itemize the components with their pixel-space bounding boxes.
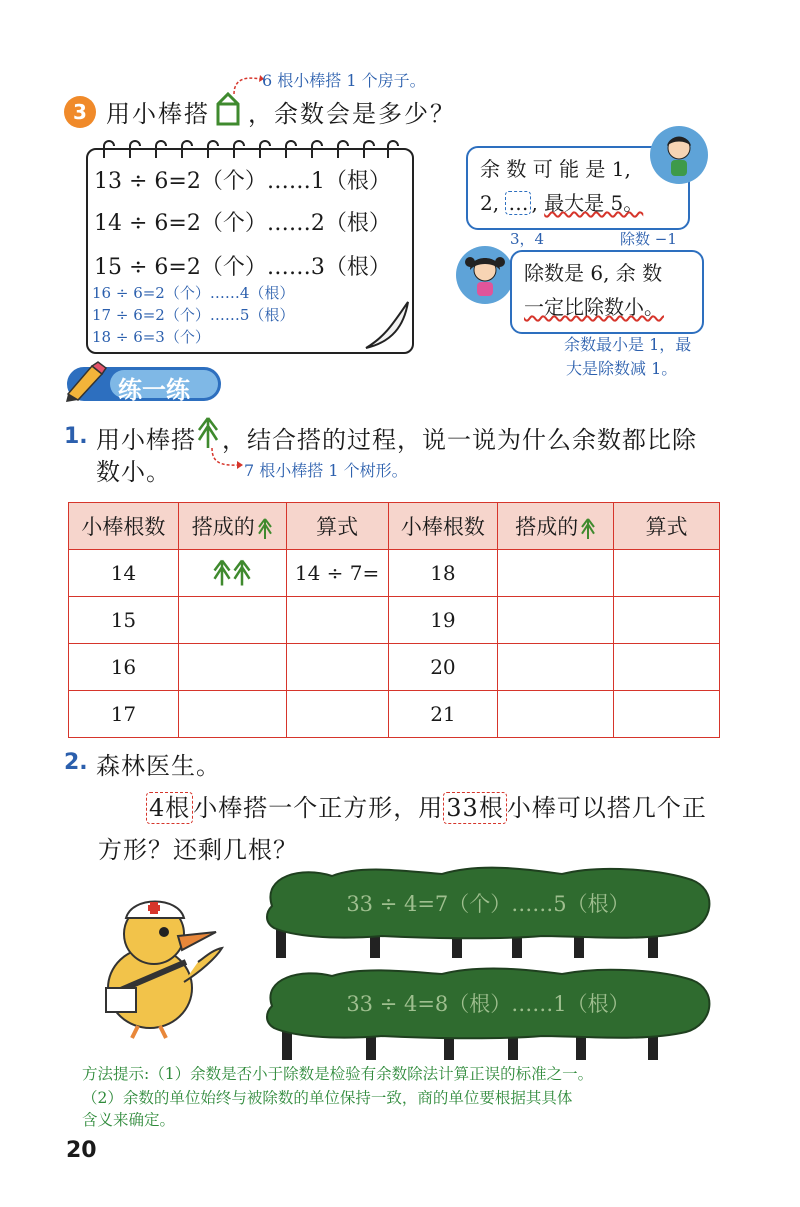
table-cell: 17: [69, 691, 179, 738]
section3-question-part2: ，余数会是多少？: [248, 100, 456, 128]
girl-avatar: [456, 246, 514, 304]
option-2-text: 33 ÷ 4=8（根）……1（根）: [346, 992, 630, 1016]
table-cell[interactable]: [178, 597, 286, 644]
table-cell: 15: [69, 597, 179, 644]
practice-table: [68, 502, 720, 738]
pencil-icon: [62, 358, 108, 402]
q2-number: 2.: [64, 750, 88, 775]
table-header-cell: 小棒根数: [69, 503, 179, 550]
table-row: [69, 550, 720, 597]
table-cell: [178, 550, 286, 597]
note-arrow-icon: [208, 446, 244, 470]
notepad-curled-corner: [364, 300, 412, 352]
table-cell[interactable]: [614, 597, 720, 644]
notepad-small-line-2: 17 ÷ 6=2（个）……5（根）: [92, 306, 295, 324]
table-header-cell: [178, 503, 286, 550]
table-cell[interactable]: [614, 644, 720, 691]
table-cell: 21: [388, 691, 498, 738]
table-cell[interactable]: [498, 550, 614, 597]
table-cell: 18: [388, 550, 498, 597]
q1-number: 1.: [64, 424, 88, 449]
tree-shape-icon: [232, 558, 252, 588]
tree-shape-icon: [196, 416, 220, 450]
table-header-cell: 小棒根数: [388, 503, 498, 550]
girl-face-icon: [464, 252, 506, 298]
table-cell: 14: [69, 550, 179, 597]
bird-doctor-icon: [88, 892, 232, 1042]
table-header-row: [69, 503, 720, 550]
table-cell[interactable]: [498, 691, 614, 738]
table-cell[interactable]: [178, 644, 286, 691]
table-row: [69, 691, 720, 738]
tree-row-option-2[interactable]: [262, 966, 714, 1062]
q2-highlight-33: 33根: [443, 792, 507, 824]
bubble1-note-right: 除数 −1: [620, 230, 677, 248]
bubble1-line1: 余 数 可 能 是 1,: [480, 157, 631, 181]
boy-avatar: [650, 126, 708, 184]
practice-banner-title: 练一练: [118, 376, 190, 404]
table-cell[interactable]: [286, 644, 388, 691]
table-cell[interactable]: [286, 691, 388, 738]
note-arrow-icon: [230, 70, 264, 96]
bubble2-line1: 除数是 6, 余 数: [524, 261, 663, 285]
bubble1-line2-a: 2,: [480, 191, 500, 215]
table-cell[interactable]: [178, 691, 286, 738]
table-cell[interactable]: [286, 597, 388, 644]
tree-shape-icon: [212, 558, 232, 588]
bubble1-line2-c: ,: [531, 191, 538, 215]
table-cell: 14 ÷ 7=: [286, 550, 388, 597]
bubble1-note-left: 3，4: [510, 230, 545, 248]
section3-question-part1: 用小棒搭: [106, 100, 210, 128]
bubble2-line2: 一定比除数小。: [524, 295, 664, 319]
notepad-line-2: 14 ÷ 6=2（个）……2（根）: [94, 211, 391, 236]
q2-text-d: 小棒可以搭几个正: [506, 794, 707, 822]
q1-text-b: ，结合搭的过程，说一说为什么余数都比除: [222, 426, 697, 454]
table-row: [69, 644, 720, 691]
table-header-label: 搭成的: [515, 515, 579, 539]
table-row: [69, 597, 720, 644]
table-cell: 16: [69, 644, 179, 691]
table-cell[interactable]: [614, 550, 720, 597]
table-cell: 20: [388, 644, 498, 691]
option-1-text: 33 ÷ 4=7（个）……5（根）: [346, 892, 630, 916]
table-cell[interactable]: [498, 597, 614, 644]
table-cell: 19: [388, 597, 498, 644]
hint-line-3: 含义来确定。: [82, 1111, 176, 1129]
notepad-rings: [96, 136, 406, 162]
q1-text-a: 用小棒搭: [96, 426, 196, 454]
notepad-small-line-1: 16 ÷ 6=2（个）……4（根）: [92, 284, 295, 302]
bubble1-ellipsis: …: [505, 191, 531, 215]
page-number: 20: [66, 1138, 97, 1163]
tree-shape-icon: [580, 517, 596, 541]
bubble2-note-line1: 余数最小是 1，最: [564, 335, 692, 354]
house-icon: [216, 92, 240, 126]
notepad-small-line-3: 18 ÷ 6=3（个）: [92, 328, 210, 346]
table-header-cell: 算式: [286, 503, 388, 550]
q2-text-line1: [146, 788, 707, 824]
bubble1-line2: [480, 186, 676, 220]
q2-text-line2: 方形？还剩几根？: [98, 836, 298, 864]
house-note: 6 根小棒搭 1 个房子。: [262, 71, 426, 90]
table-header-cell: [498, 503, 614, 550]
section-number-badge: 3: [64, 96, 96, 128]
q1-text-c: 数小。: [96, 458, 171, 486]
table-cell[interactable]: [614, 691, 720, 738]
speech-bubble-2: [510, 250, 704, 334]
hint-line-1: 方法提示:（1）余数是否小于除数是检验有余数除法计算正误的标准之一。: [82, 1065, 594, 1083]
q2-highlight-4: 4根: [146, 792, 193, 824]
notepad-line-1: 13 ÷ 6=2（个）……1（根）: [94, 169, 391, 194]
boy-face-icon: [659, 132, 699, 178]
bubble1-line2-d: 最大是 5。: [544, 191, 644, 215]
table-cell[interactable]: [498, 644, 614, 691]
bubble2-note-line2: 大是除数减 1。: [566, 359, 678, 378]
q2-title: 森林医生。: [96, 752, 221, 780]
q1-note: 7 根小棒搭 1 个树形。: [244, 461, 408, 480]
hint-line-2: （2）余数的单位始终与被除数的单位保持一致，商的单位要根据其具体: [82, 1089, 573, 1107]
table-header-cell: 算式: [614, 503, 720, 550]
tree-shape-icon: [257, 517, 273, 541]
tree-row-option-1[interactable]: [262, 866, 714, 962]
notepad-line-3: 15 ÷ 6=2（个）……3（根）: [94, 255, 391, 280]
table-header-label: 搭成的: [191, 515, 255, 539]
q2-text-b: 小棒搭一个正方形，用: [193, 794, 444, 822]
